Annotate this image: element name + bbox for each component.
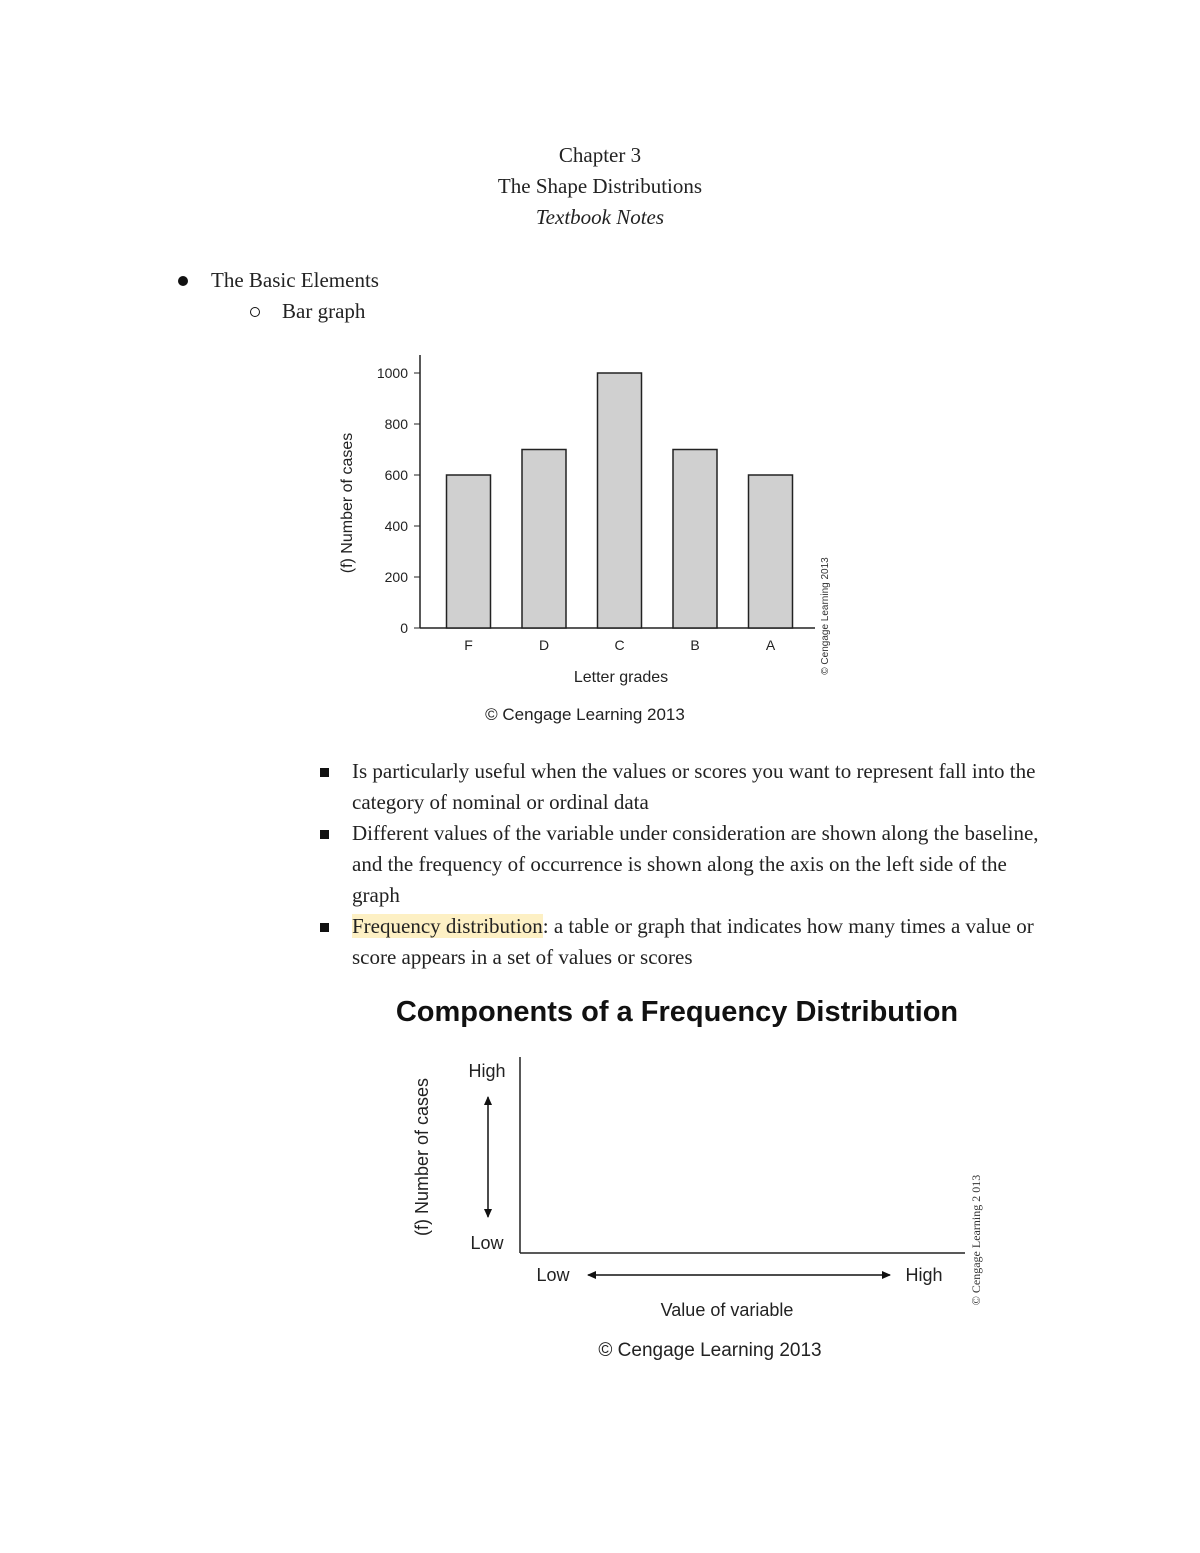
components-y-axis-label: (f) Number of cases: [412, 1077, 432, 1237]
y-tick-label: 400: [384, 518, 408, 534]
components-figure: [355, 985, 1015, 1370]
x-tick-label: B: [690, 637, 700, 653]
bar-graph-bars: [447, 373, 793, 628]
y-tick-label: 200: [384, 569, 408, 585]
filled-bullet-icon: [178, 276, 188, 286]
components-x-axis-label: Value of variable: [660, 1300, 794, 1320]
document-header: [0, 140, 1200, 233]
bar-graph-y-axis-label: (f) Number of cases: [339, 432, 356, 574]
x-tick-label: F: [464, 637, 473, 653]
bar-graph-notes: [318, 756, 1058, 973]
y-tick-label: 600: [384, 467, 408, 483]
chapter-title: The Shape Distributions: [497, 174, 703, 198]
bar-F: [447, 475, 491, 628]
square-bullet-icon: [320, 923, 329, 932]
note-item-3: [318, 911, 1058, 973]
components-side-credit: © Cengage Learning 2 013: [969, 1174, 983, 1306]
chapter-label: Chapter 3: [558, 143, 642, 167]
note-item-1: [318, 756, 1058, 818]
bar-A: [749, 475, 793, 628]
outline-level2-text: Bar graph: [282, 299, 366, 323]
x-tick-label: C: [614, 637, 625, 653]
square-bullet-icon: [320, 768, 329, 777]
bar-graph-figure: [330, 348, 850, 733]
bar-graph-x-axis-label: Letter grades: [573, 669, 669, 686]
x-tick-label: D: [538, 637, 550, 653]
y-tick-label: 800: [384, 416, 408, 432]
bar-C: [598, 373, 642, 628]
outline-level1-text: The Basic Elements: [211, 268, 379, 292]
y-tick-label: 0: [400, 620, 408, 636]
bar-graph-y-ticks: [377, 365, 420, 636]
x-tick-label: A: [765, 637, 776, 653]
note-item-2: [318, 818, 1058, 911]
chapter-subtitle: Textbook Notes: [535, 205, 665, 229]
components-x-high: High: [905, 1265, 943, 1285]
bar-graph-svg: [330, 348, 850, 733]
hollow-bullet-icon: [250, 307, 260, 317]
note-text: Is particularly useful when the values or scores you want to represent fall into the category of nominal or ordinal data: [352, 759, 1036, 814]
bar-graph-x-ticks: [464, 637, 776, 653]
components-y-low: Low: [470, 1233, 504, 1253]
bar-graph-caption: © Cengage Learning 2013: [485, 705, 685, 724]
square-bullet-icon: [320, 830, 329, 839]
note-text: Different values of the variable under consideration are shown along the baseline, and the frequency of occurrence is shown along the axis on the left side of the graph: [352, 821, 1039, 907]
components-y-high: High: [468, 1061, 506, 1081]
bar-graph-side-credit: © Cengage Learning 2013: [820, 557, 831, 675]
components-svg: [355, 985, 1015, 1370]
note-text: : a table or graph that indicates how many times a value or score appears in a set of values or scores: [352, 914, 1034, 969]
components-caption: © Cengage Learning 2013: [598, 1340, 822, 1361]
bar-D: [522, 450, 566, 629]
bar-B: [673, 450, 717, 629]
y-tick-label: 1000: [376, 365, 408, 381]
components-title: Components of a Frequency Distribution: [395, 996, 959, 1028]
highlighted-term: Frequency distribution: [352, 914, 543, 938]
components-x-low: Low: [536, 1265, 570, 1285]
